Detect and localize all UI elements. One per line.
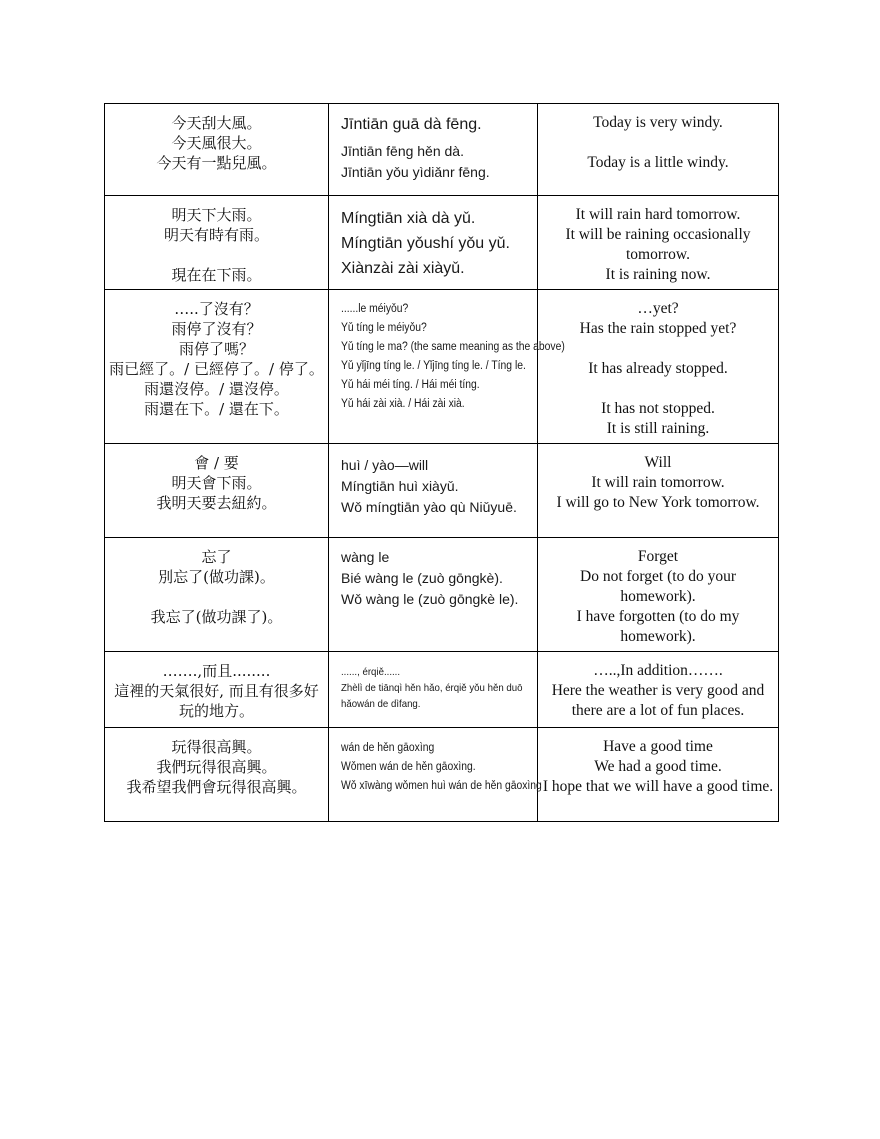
english-cell — [538, 538, 779, 652]
english-line: …..,In addition……. — [593, 662, 723, 679]
table-row — [105, 196, 779, 290]
english-line: Forget — [637, 548, 679, 565]
english-line: Today is a little windy. — [587, 154, 729, 171]
pinyin-line: Míngtiān xià dà yǔ. — [341, 210, 476, 227]
pinyin-cell — [329, 728, 542, 822]
spacer — [542, 379, 774, 399]
pinyin-line: Yǔ tíng le méiyǒu? — [341, 322, 427, 334]
pinyin-line: huì / yào—will — [341, 457, 429, 473]
english-line: Do not forget (to do your homework). — [580, 568, 736, 605]
pinyin-line: wàng le — [341, 549, 390, 565]
pinyin-line: Míngtiān huì xiàyǔ. — [341, 478, 459, 494]
spacer — [542, 133, 774, 153]
spacer — [542, 339, 774, 359]
chinese-line: 現在在下雨。 — [171, 266, 262, 284]
pinyin-line: Yǔ yǐjīng tíng le. / Yǐjīng tíng le. / Tíng le. — [341, 360, 526, 372]
chinese-line: 我希望我們會玩得很高興。 — [126, 778, 307, 796]
table-row — [105, 728, 779, 822]
chinese-cell — [105, 104, 329, 196]
pinyin-cell — [329, 104, 538, 196]
english-cell — [538, 728, 779, 822]
english-line: Have a good time — [603, 738, 713, 755]
pinyin-line: Wǒ míngtiān yào qù Niǔyuē. — [341, 499, 517, 515]
pinyin-line: Yǔ hái méi tíng. / Hái méi tíng. — [341, 379, 480, 391]
english-line: It has not stopped. — [601, 400, 715, 417]
english-line: Here the weather is very good and there are a lot of fun places. — [551, 682, 765, 719]
chinese-line: 雨已經了。/ 已經停了。/ 停了。 — [109, 360, 324, 378]
pinyin-line: Bié wàng le (zuò gōngkè). — [341, 570, 503, 586]
english-line: I will go to New York tomorrow. — [556, 494, 760, 511]
table-row — [105, 290, 779, 444]
chinese-line: 玩得很高興。 — [171, 738, 262, 756]
chinese-cell — [105, 538, 329, 652]
english-line: I hope that we will have a good time. — [542, 778, 774, 795]
english-line: It will rain tomorrow. — [591, 474, 725, 491]
pinyin-line: Jīntiān fēng hěn dà. — [341, 143, 464, 159]
chinese-line: 我忘了(做功課了)。 — [150, 608, 283, 626]
pinyin-line: Xiànzài zài xiàyǔ. — [341, 260, 465, 277]
chinese-line: 今天有一點兒風。 — [156, 154, 277, 172]
english-cell — [538, 652, 779, 728]
chinese-cell — [105, 728, 329, 822]
chinese-line: 明天會下雨。 — [171, 474, 262, 492]
chinese-line: 雨還沒停。/ 還沒停。 — [144, 380, 289, 398]
english-line: Will — [644, 454, 672, 471]
chinese-line: 明天下大雨。 — [171, 206, 262, 224]
chinese-line: 雨停了嗎？ — [178, 340, 254, 358]
chinese-line: 我們玩得很高興。 — [156, 758, 277, 776]
english-line: We had a good time. — [594, 758, 722, 775]
english-line: I have forgotten (to do my homework). — [576, 608, 740, 645]
pinyin-line: Wǒ xīwàng wǒmen huì wán de hěn gāoxìng — [341, 780, 542, 792]
chinese-line: 今天刮大風。 — [171, 114, 262, 132]
english-line: It is still raining. — [606, 420, 710, 437]
pinyin-cell — [329, 444, 538, 538]
pinyin-line: ......le méiyǒu? — [341, 303, 409, 315]
chinese-line: 忘了 — [201, 548, 232, 566]
chinese-line: 這裡的天氣很好, 而且有很多好玩的地方。 — [114, 682, 319, 720]
chinese-line: 今天風很大。 — [171, 134, 262, 152]
chinese-cell — [105, 290, 329, 444]
vocabulary-table — [104, 103, 779, 822]
chinese-line: 別忘了(做功課)。 — [158, 568, 275, 586]
pinyin-line: Jīntiān guā dà fēng. — [341, 116, 482, 133]
chinese-cell — [105, 444, 329, 538]
english-cell — [538, 444, 779, 538]
english-cell — [538, 104, 779, 196]
english-cell — [538, 290, 779, 444]
spacer — [109, 587, 324, 607]
chinese-line: 我明天要去紐約。 — [156, 494, 277, 512]
pinyin-line: ......, érqiě...... — [341, 666, 401, 678]
english-line: Today is very windy. — [593, 114, 723, 131]
pinyin-line: Wǒmen wán de hěn gāoxìng. — [341, 761, 476, 773]
english-line: It will be raining occasionally tomorrow. — [565, 226, 751, 263]
spacer — [109, 245, 324, 265]
english-line: It will rain hard tomorrow. — [575, 206, 741, 223]
table-row — [105, 444, 779, 538]
chinese-line: 雨停了沒有？ — [171, 320, 262, 338]
pinyin-line: Wǒ wàng le (zuò gōngkè le). — [341, 591, 519, 607]
english-line: …yet? — [637, 300, 679, 317]
pinyin-line: wán de hěn gāoxìng — [341, 742, 435, 754]
english-line: It has already stopped. — [588, 360, 728, 377]
pinyin-cell — [329, 652, 538, 728]
english-line: Has the rain stopped yet? — [579, 320, 737, 337]
pinyin-line: Míngtiān yǒushí yǒu yǔ. — [341, 235, 510, 252]
pinyin-cell — [329, 538, 538, 652]
english-cell — [538, 196, 779, 290]
chinese-line: 雨還在下。/ 還在下。 — [144, 400, 289, 418]
pinyin-line: hǎowán de dìfang. — [341, 698, 421, 710]
table-row — [105, 538, 779, 652]
pinyin-line: Jīntiān yǒu yìdiǎnr fēng. — [341, 164, 490, 180]
chinese-line: 會 / 要 — [194, 454, 239, 472]
english-line: It is raining now. — [605, 266, 711, 283]
table-row — [105, 104, 779, 196]
chinese-cell — [105, 196, 329, 290]
chinese-line: …….,而且........ — [162, 662, 271, 680]
chinese-line: …..了沒有？ — [174, 300, 259, 318]
pinyin-cell — [329, 290, 565, 444]
pinyin-cell — [329, 196, 538, 290]
pinyin-line: Yǔ hái zài xià. / Hái zài xià. — [341, 398, 465, 410]
pinyin-line: Zhèlì de tiānqì hěn hǎo, érqiě yǒu hěn duō — [341, 682, 523, 694]
chinese-cell — [105, 652, 329, 728]
pinyin-line: Yǔ tíng le ma? (the same meaning as the above) — [341, 341, 565, 353]
chinese-line: 明天有時有雨。 — [163, 226, 269, 244]
table-row — [105, 652, 779, 728]
